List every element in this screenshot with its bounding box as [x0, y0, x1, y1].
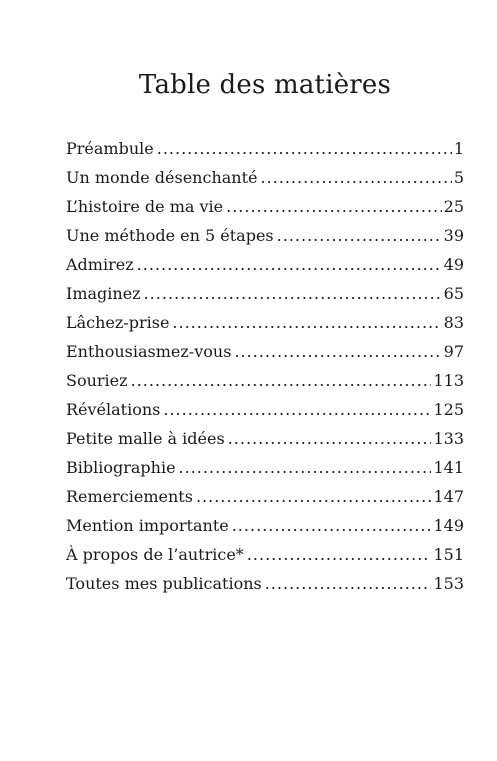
table-of-contents: [66, 134, 464, 598]
toc-entry-label: Préambule: [66, 139, 154, 158]
toc-entry: [66, 337, 464, 366]
toc-entry-page: 25: [443, 197, 464, 216]
toc-entry-page: 113: [433, 371, 464, 390]
toc-entry: [66, 192, 464, 221]
toc-entry-page: 151: [433, 545, 464, 564]
toc-entry-page: 141: [433, 458, 464, 477]
toc-entry: [66, 279, 464, 308]
toc-entry-page: 39: [443, 226, 464, 245]
toc-entry-label: Petite malle à idées: [66, 429, 225, 448]
toc-entry: [66, 569, 464, 598]
dot-leader: [172, 308, 441, 337]
toc-entry-page: 49: [443, 255, 464, 274]
toc-entry-page: 83: [443, 313, 464, 332]
toc-entry: [66, 250, 464, 279]
toc-entry: [66, 308, 464, 337]
dot-leader: [232, 511, 432, 540]
toc-entry: [66, 424, 464, 453]
toc-entry-page: 65: [443, 284, 464, 303]
dot-leader: [131, 366, 432, 395]
dot-leader: [234, 337, 441, 366]
toc-entry-page: 1: [453, 139, 464, 158]
toc-entry-label: Une méthode en 5 étapes: [66, 226, 274, 245]
toc-entry-label: Toutes mes publications: [66, 574, 262, 593]
toc-entry-page: 153: [433, 574, 464, 593]
toc-entry-label: Remerciements: [66, 487, 193, 506]
toc-entry: [66, 134, 464, 163]
dot-leader: [226, 192, 442, 221]
toc-entry-label: Enthousiasmez-vous: [66, 342, 232, 361]
toc-entry: [66, 221, 464, 250]
toc-entry-label: Révélations: [66, 400, 161, 419]
toc-entry-label: Un monde désenchanté: [66, 168, 258, 187]
toc-entry-label: Lâchez-prise: [66, 313, 170, 332]
dot-leader: [179, 453, 432, 482]
toc-entry-page: 5: [453, 168, 464, 187]
page-title: Table des matières: [138, 70, 392, 100]
dot-leader: [260, 163, 451, 192]
dot-leader: [277, 221, 442, 250]
dot-leader: [228, 424, 432, 453]
toc-entry: [66, 540, 464, 569]
dot-leader: [247, 540, 432, 569]
toc-entry: [66, 395, 464, 424]
dot-leader: [157, 134, 452, 163]
toc-entry-label: À propos de l’autrice*: [66, 545, 244, 564]
dot-leader: [144, 279, 442, 308]
toc-entry: [66, 366, 464, 395]
toc-entry: [66, 163, 464, 192]
toc-entry: [66, 482, 464, 511]
toc-entry-label: Imaginez: [66, 284, 141, 303]
toc-entry-page: 149: [433, 516, 464, 535]
dot-leader: [163, 395, 431, 424]
toc-entry-label: Bibliographie: [66, 458, 176, 477]
toc-entry-page: 125: [433, 400, 464, 419]
dot-leader: [265, 569, 432, 598]
toc-entry-label: Souriez: [66, 371, 128, 390]
toc-entry-page: 97: [443, 342, 464, 361]
toc-entry: [66, 511, 464, 540]
toc-entry-label: L’histoire de ma vie: [66, 197, 224, 216]
dot-leader: [137, 250, 442, 279]
toc-entry-label: Mention importante: [66, 516, 229, 535]
toc-entry-page: 133: [433, 429, 464, 448]
dot-leader: [196, 482, 432, 511]
toc-entry: [66, 453, 464, 482]
toc-entry-label: Admirez: [66, 255, 134, 274]
toc-entry-page: 147: [433, 487, 464, 506]
